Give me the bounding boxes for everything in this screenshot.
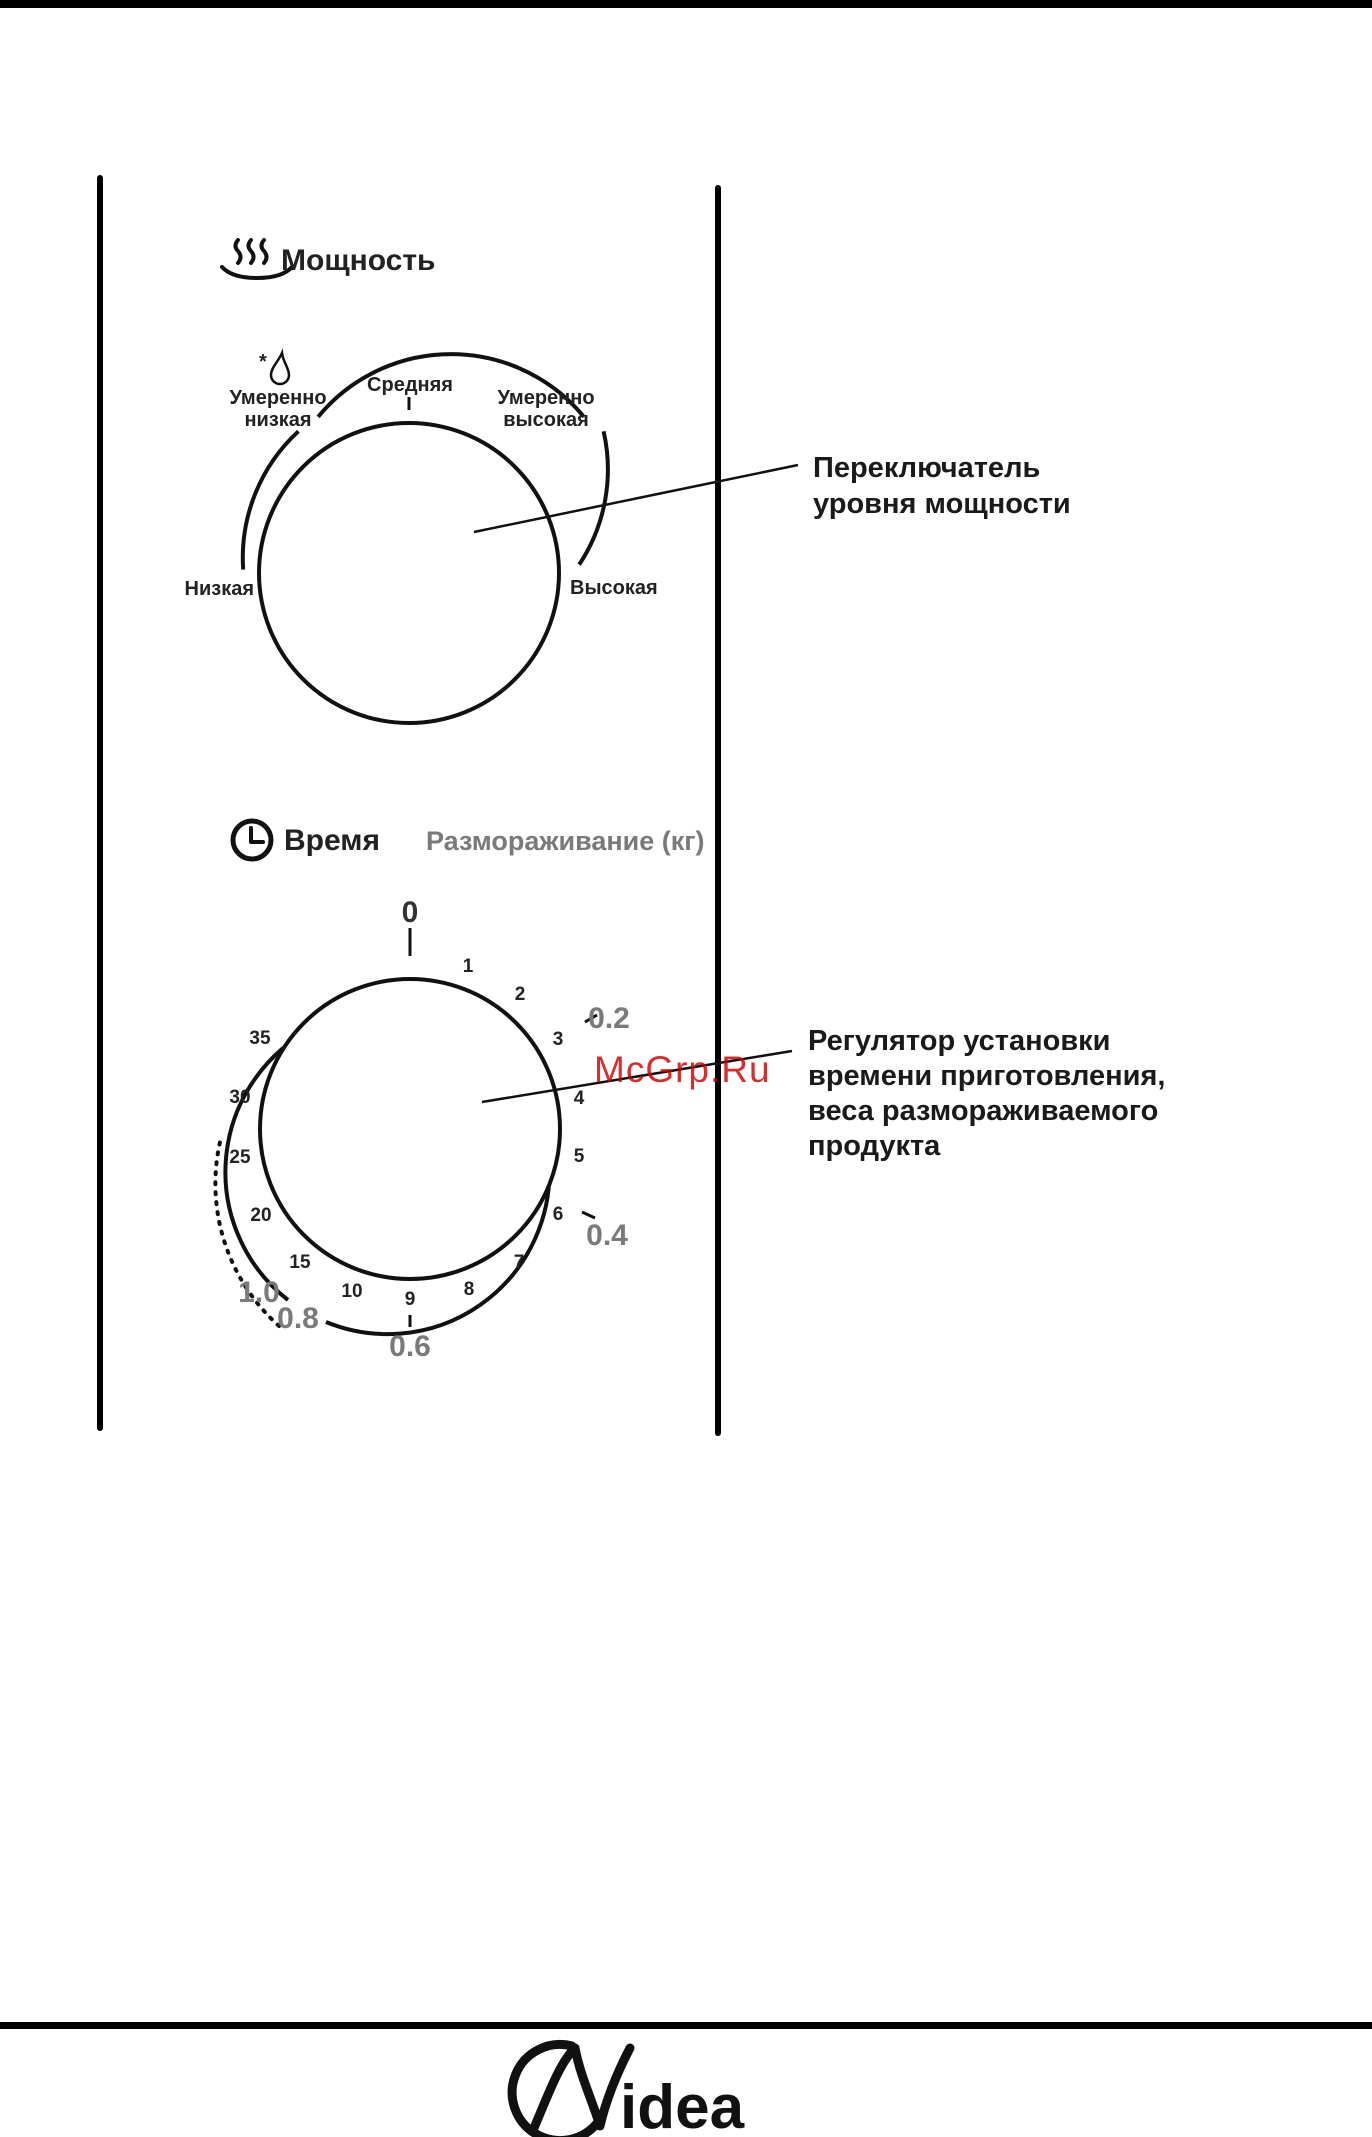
time-dial[interactable] [215,928,560,1334]
time-minute-1: 1 [462,956,474,977]
defrost-marker: * [259,351,267,373]
time-minute-9: 9 [404,1289,416,1310]
weight-label-0.2: 0.2 [588,1002,630,1035]
power-low-label: Низкая [184,578,254,600]
power-medium-label: Средняя [367,374,453,396]
weight-label-0.8: 0.8 [277,1302,319,1335]
time-minute-4: 4 [573,1088,585,1109]
time-minute-25: 25 [229,1147,251,1168]
power-medium-high-label-2: высокая [503,409,589,431]
brand-wordmark: idea [620,2073,745,2137]
time-minute-30: 30 [229,1087,251,1108]
time-minute-7: 7 [513,1252,525,1273]
weight-label-0.4: 0.4 [586,1219,628,1252]
time-callout-line-3: веса размораживаемого [808,1095,1159,1127]
time-callout-line-2: времени приготовления, [808,1060,1166,1092]
time-title: Время [284,824,380,857]
droplet-icon [271,353,289,384]
midea-logo-icon [512,2045,744,2137]
top-rule [0,0,1372,8]
time-minute-8: 8 [463,1279,475,1300]
power-medium-low-label-1: Умеренно [229,387,327,409]
weight-label-1.0: 1.0 [238,1276,280,1309]
power-high-label: Высокая [570,577,658,599]
weight-label-0.6: 0.6 [389,1330,431,1363]
defrost-title: Размораживание (кг) [426,826,705,856]
time-minute-15: 15 [289,1252,311,1273]
time-minute-20: 20 [250,1205,272,1226]
time-minute-10: 10 [341,1281,363,1302]
bottom-rule [0,2022,1372,2029]
power-medium-high-label-1: Умеренно [497,387,595,409]
power-header [222,240,436,278]
time-header [233,821,705,859]
time-knob[interactable] [260,979,560,1279]
time-zero-label: 0 [401,896,419,929]
power-arc-right [579,431,608,564]
power-callout-line-2: уровня мощности [813,488,1071,520]
weight-tick-0.4 [582,1212,595,1218]
time-minute-35: 35 [249,1028,271,1049]
power-medium-low-label-2: низкая [244,409,312,431]
time-callout-line-1: Регулятор установки [808,1025,1111,1057]
time-minute-2: 2 [514,984,526,1005]
time-minute-3: 3 [552,1029,564,1050]
watermark: McGrp.Ru [594,1049,771,1090]
time-minute-5: 5 [573,1146,585,1167]
time-callout-line-4: продукта [808,1130,941,1162]
power-title: Мощность [281,244,436,277]
clock-icon [233,821,271,859]
power-callout-line-1: Переключатель [813,452,1041,484]
power-knob[interactable] [259,423,559,723]
time-minute-6: 6 [552,1204,564,1225]
